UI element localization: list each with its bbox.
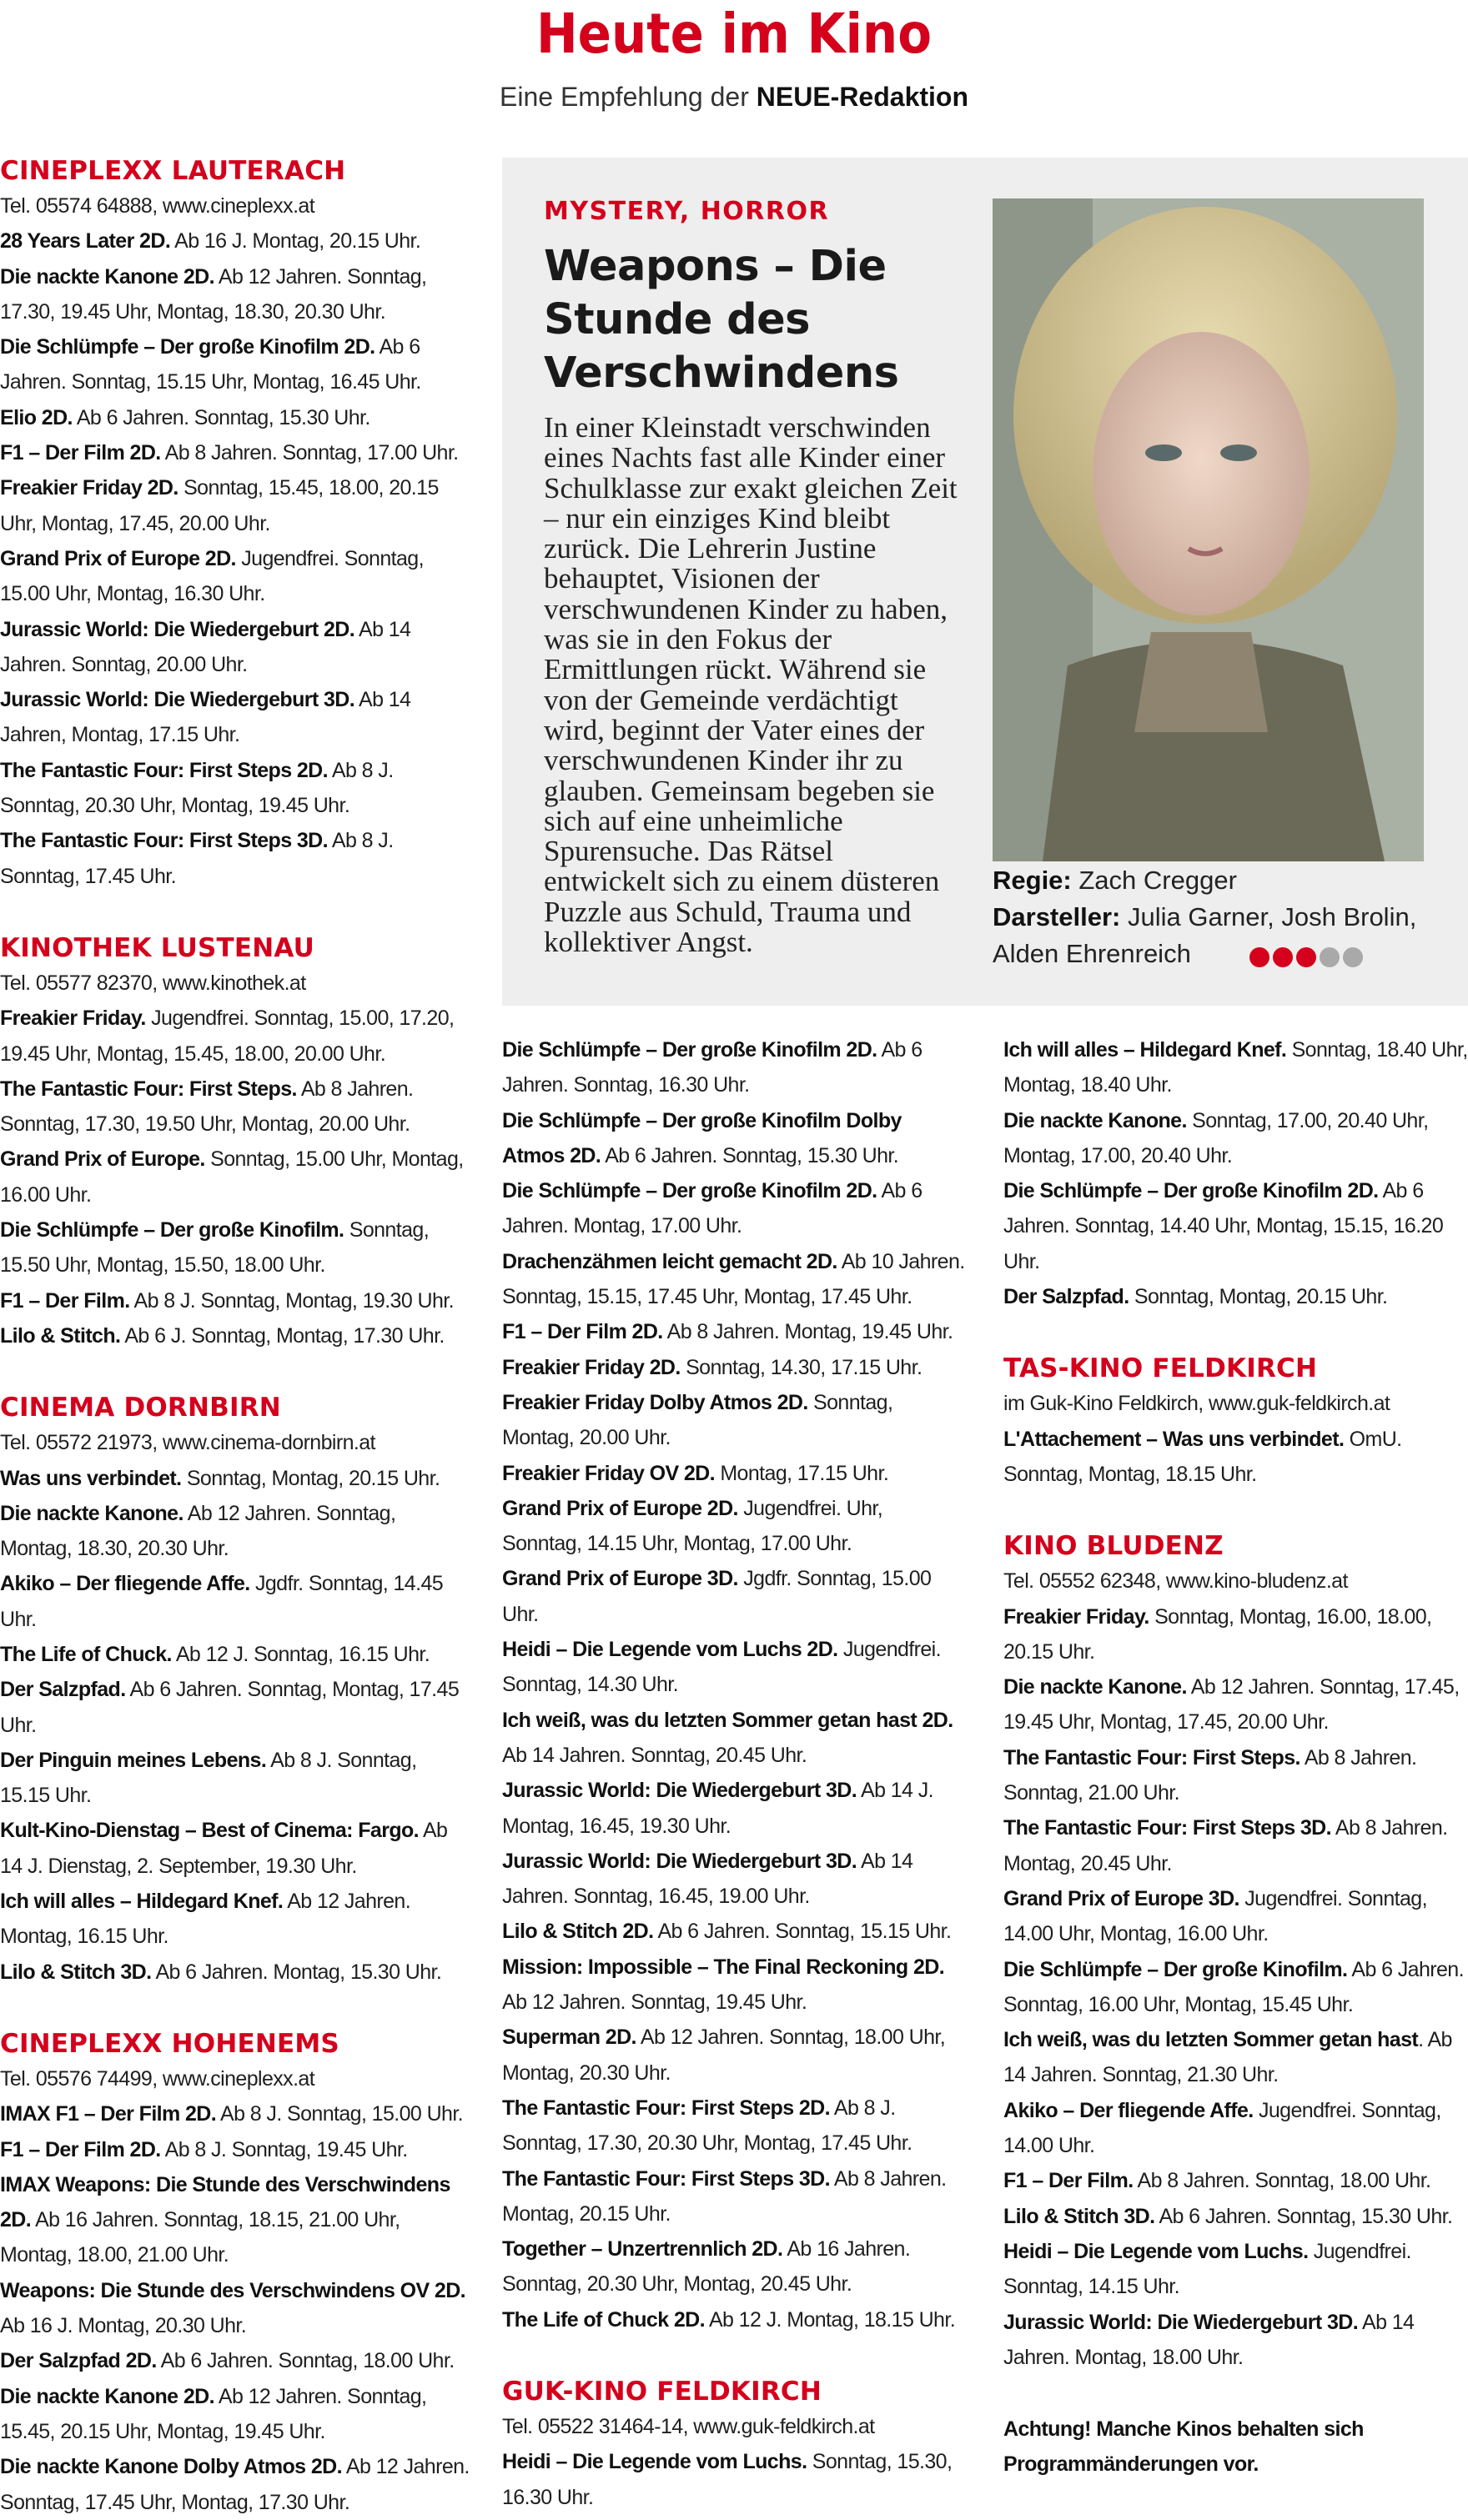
film-listing	[1003, 1599, 1468, 1670]
cinema-contact: Tel. 05576 74499, www.cineplexx.at	[0, 2066, 315, 2091]
film-details: Sonntag, 15.50 Uhr, Montag, 15.50, 18.00 Uhr.	[0, 1218, 430, 1278]
film-title: Lilo & Stitch 2D.	[502, 1920, 654, 1944]
film-listing	[0, 1884, 471, 1955]
feature-text: In einer Kleinstadt verschwinden eines Nachts fast alle Kinder einer Schulklasse zur exakt gleichen Zeit – nur ein einziges Kind bleibt zurück. Die Lehrerin Justine behauptet, Visionen der verschwundenen Kinder zu haben, was sie in den Fokus der Ermittlungen rückt. Während sie von der Gemeinde verdächtigt wird, beginnt der Vater eines der verschwundenen Kinder ihr zu glauben. Gemeinsam begeben sie sich auf eine unheimliche Spurensuche. Das Rätsel entwickelt sich zu einem düsteren Puzzle aus Schuld, Trauma und kollektiver Angst.	[544, 411, 958, 959]
film-title: F1 – Der Film.	[0, 1288, 130, 1313]
film-listing	[0, 223, 471, 259]
film-title: The Life of Chuck.	[0, 1642, 172, 1666]
film-title: Together – Unzertrennlich 2D.	[502, 2237, 783, 2261]
film-title: Die nackte Kanone.	[0, 1501, 184, 1525]
film-listing	[502, 1950, 965, 2021]
rating-dot-empty	[1320, 947, 1340, 967]
cinema-bludenz	[1003, 1529, 1468, 2375]
film-details: Ab 6 Jahren. Sonntag, Montag, 17.45 Uhr.	[0, 1678, 460, 1737]
film-details: Ab 8 J. Sonntag, 20.30 Uhr, Montag, 19.45 Uhr.	[0, 758, 394, 818]
film-title: Akiko – Der fliegende Affe.	[0, 1572, 250, 1596]
film-details: Ab 12 Jahren. Sonntag, 15.45, 20.15 Uhr, Montag, 19.45 Uhr.	[0, 2384, 427, 2443]
film-details: Jugendfrei. Sonntag, 14.00 Uhr, Montag, 16.00 Uhr.	[1003, 1886, 1427, 1946]
film-listing	[1003, 1740, 1468, 1811]
film-details: Sonntag, Montag, 20.15 Uhr.	[1129, 1285, 1388, 1309]
film-title: Freakier Friday OV 2D.	[502, 1461, 715, 1485]
film-details: Ab 8 J. Sonntag, 15.15 Uhr.	[0, 1748, 417, 1808]
cinema-contact: Tel. 05522 31464-14, www.guk-feldkirch.at	[502, 2414, 875, 2438]
film-details: Ab 8 J. Sonntag, 17.45 Uhr.	[0, 829, 394, 888]
film-title: The Fantastic Four: First Steps 3D.	[0, 829, 328, 853]
film-details: Ab 8 J. Sonntag, 15.00 Uhr.	[216, 2102, 464, 2126]
film-listing	[0, 2343, 471, 2378]
cinema-hohenems	[0, 2026, 471, 2520]
film-listing	[502, 2091, 965, 2161]
film-title: Die nackte Kanone Dolby Atmos 2D.	[0, 2455, 342, 2479]
film-listing	[0, 400, 471, 435]
film-details: Ab 6 J. Sonntag, Montag, 17.30 Uhr.	[120, 1323, 445, 1348]
film-listing	[502, 1773, 965, 1844]
film-details: Sonntag, Montag, 20.15 Uhr.	[181, 1466, 440, 1490]
film-title: Der Salzpfad 2D.	[0, 2349, 157, 2373]
cinema-name: CINEPLEXX HOHENEMS	[0, 2028, 339, 2059]
film-title: F1 – Der Film 2D.	[502, 1320, 663, 1344]
film-listing	[1003, 1810, 1468, 1881]
film-details: Ab 12 Jahren. Sonntag, 17.45 Uhr, Montag, 17.30 Uhr.	[0, 2455, 470, 2514]
film-listing	[1003, 1422, 1468, 1493]
film-details: Ab 12 Jahren. Sonntag, 19.45 Uhr.	[502, 1990, 807, 2015]
film-details: Ab 12 Jahren. Sonntag, 17.45, 19.45 Uhr, Montag, 17.45, 20.00 Uhr.	[1003, 1675, 1460, 1734]
film-details: Ab 12 Jahren. Sonntag, 17.30, 19.45 Uhr, Montag, 18.30, 20.30 Uhr.	[0, 264, 427, 324]
film-listing	[0, 1813, 471, 1884]
film-listing	[0, 2379, 471, 2450]
film-listing	[0, 753, 471, 824]
cinema-dornbirn	[0, 1390, 471, 1990]
film-listing	[502, 2161, 965, 2232]
film-listing	[0, 470, 471, 541]
cinema-contact: im Guk-Kino Feldkirch, www.guk-feldkirch.at	[1003, 1392, 1390, 1416]
film-title: Die Schlümpfe – Der große Kinofilm 2D.	[1003, 1179, 1379, 1203]
film-details: Ab 14 Jahren. Sonntag, 20.00 Uhr.	[0, 617, 411, 676]
cinema-name: KINO BLUDENZ	[1003, 1531, 1224, 1562]
film-title: Der Pinguin meines Lebens.	[0, 1748, 267, 1772]
film-details: Sonntag, 14.30, 17.15 Uhr.	[680, 1355, 923, 1379]
film-details: Ab 16 Jahren. Sonntag, 20.30 Uhr, Montag, 20.45 Uhr.	[502, 2237, 911, 2297]
film-listing	[502, 2020, 965, 2091]
film-title: Heidi – Die Legende vom Luchs 2D.	[502, 1638, 838, 1662]
film-title: Die Schlümpfe – Der große Kinofilm.	[0, 1218, 344, 1242]
film-listing	[502, 1350, 965, 1385]
film-listing	[1003, 1032, 1468, 1103]
film-title: Grand Prix of Europe.	[0, 1147, 205, 1172]
film-listing	[502, 1103, 965, 1174]
cinema-name: KINOTHEK LUSTENAU	[0, 932, 314, 963]
film-details: Ab 16 J. Montag, 20.30 Uhr.	[0, 2314, 247, 2338]
film-details: Ab 6 Jahren. Sonntag, 16.30 Uhr.	[502, 1038, 923, 1097]
film-details: Sonntag, 15.00 Uhr, Montag, 16.00 Uhr.	[0, 1147, 464, 1207]
film-listing	[0, 612, 471, 683]
film-listing	[0, 2132, 471, 2167]
rating-dot-filled	[1249, 947, 1269, 967]
rating-dot-empty	[1343, 947, 1363, 967]
film-listing	[502, 2302, 965, 2337]
cinema-name: CINEPLEXX LAUTERACH	[0, 156, 346, 186]
director-name: Zach Cregger	[1078, 866, 1237, 895]
film-details: Ab 6 Jahren. Sonntag, 15.15 Uhr, Montag, 16.45 Uhr.	[0, 335, 421, 394]
film-title: The Fantastic Four: First Steps 2D.	[502, 2096, 830, 2120]
film-title: F1 – Der Film 2D.	[0, 2137, 161, 2161]
film-details: Ab 6 Jahren. Sonntag, 14.40 Uhr, Montag, 15.15, 16.20 Uhr.	[1003, 1179, 1444, 1273]
film-details: Sonntag, 18.40 Uhr, Montag, 18.40 Uhr.	[1003, 1038, 1468, 1097]
film-listing	[1003, 2234, 1468, 2305]
film-details: Sonntag, Montag, 16.00, 18.00, 20.15 Uhr.	[1003, 1604, 1432, 1664]
film-listing	[1003, 2093, 1468, 2164]
film-title: Freakier Friday 2D.	[502, 1355, 681, 1379]
film-details: Sonntag, 15.30, 16.30 Uhr.	[502, 2450, 953, 2509]
film-listing	[1003, 1952, 1468, 2023]
film-title: Freakier Friday.	[0, 1006, 146, 1031]
cinema-contact: Tel. 05574 64888, www.cineplexx.at	[0, 194, 315, 218]
film-details: Ab 8 Jahren. Sonntag, 18.00 Uhr.	[1133, 2169, 1431, 2193]
rating-dots	[1249, 937, 1366, 974]
film-listing	[1003, 2022, 1468, 2093]
film-listing	[502, 1456, 965, 1491]
film-listing	[0, 823, 471, 894]
film-details: Ab 8 J. Sonntag, 19.45 Uhr.	[160, 2137, 408, 2161]
film-listing	[0, 1283, 471, 1318]
film-listing	[1003, 2163, 1468, 2198]
film-listing	[0, 1672, 471, 1743]
film-title: Die nackte Kanone.	[1003, 1675, 1187, 1699]
film-listing	[502, 1561, 965, 1632]
cinema-hohenems-continued	[502, 1032, 965, 2337]
film-title: Grand Prix of Europe 2D.	[0, 546, 236, 570]
film-title: Grand Prix of Europe 3D.	[502, 1567, 738, 1591]
cinema-tas	[1003, 1351, 1468, 1492]
film-details: Jugendfrei. Sonntag, 14.30 Uhr.	[502, 1638, 941, 1697]
film-details: Ab 8 Jahren. Montag, 20.15 Uhr.	[502, 2166, 947, 2226]
film-listing	[0, 1496, 471, 1567]
film-title: Der Salzpfad.	[1003, 1285, 1129, 1309]
film-details: Jgdfr. Sonntag, 14.45 Uhr.	[0, 1572, 444, 1631]
film-listing	[502, 2231, 965, 2302]
film-details: Ab 12 Jahren. Sonntag, 18.00 Uhr, Montag, 20.30 Uhr.	[502, 2026, 946, 2085]
film-title: Drachenzähmen leicht gemacht 2D.	[502, 1249, 837, 1273]
film-details: Ab 6 Jahren. Sonntag, 15.30 Uhr.	[1154, 2204, 1453, 2228]
film-title: Die nackte Kanone 2D.	[0, 2384, 214, 2408]
page-subtitle	[0, 80, 1468, 113]
film-listing	[0, 435, 471, 470]
film-details: Ab 6 Jahren. Montag, 15.30 Uhr.	[151, 1960, 442, 1984]
film-listing	[0, 682, 471, 753]
film-title: Die nackte Kanone 2D.	[0, 264, 214, 289]
film-details: Ab 8 Jahren. Sonntag, 21.00 Uhr.	[1003, 1745, 1417, 1805]
film-details: Ab 6 Jahren. Sonntag, 16.00 Uhr, Montag, 15.45 Uhr.	[1003, 1957, 1464, 2016]
film-details: Sonntag, Montag, 20.00 Uhr.	[502, 1390, 893, 1450]
film-title: The Fantastic Four: First Steps 2D.	[0, 758, 328, 782]
film-details: Montag, 17.15 Uhr.	[714, 1461, 889, 1485]
film-title: IMAX Weapons: Die Stunde des Verschwindens 2D.	[0, 2172, 450, 2232]
film-details: Ab 8 J. Sonntag, 17.30, 20.30 Uhr, Montag, 17.45 Uhr.	[502, 2096, 912, 2156]
film-title: The Fantastic Four: First Steps 3D.	[502, 2166, 830, 2191]
film-details: Jgdfr. Sonntag, 15.00 Uhr.	[502, 1567, 932, 1626]
film-title: Heidi – Die Legende vom Luchs.	[502, 2450, 807, 2474]
film-title: Die Schlümpfe – Der große Kinofilm 2D.	[0, 335, 375, 359]
film-title: Jurassic World: Die Wiedergeburt 3D.	[502, 1849, 857, 1873]
film-details: Jugendfrei. Sonntag, 15.00, 17.20, 19.45 Uhr, Montag, 15.45, 18.00, 20.00 Uhr.	[0, 1006, 455, 1066]
cinema-lustenau	[0, 931, 471, 1353]
film-title: Elio 2D.	[0, 405, 73, 429]
film-title: Grand Prix of Europe 3D.	[1003, 1886, 1239, 1910]
feature-photo	[993, 198, 1424, 861]
film-listing	[0, 2167, 471, 2273]
film-details: Ab 14 J. Dienstag, 2. September, 19.30 Uhr.	[0, 1819, 448, 1878]
cinema-contact: Tel. 05577 82370, www.kinothek.at	[0, 971, 306, 995]
film-title: Ich will alles – Hildegard Knef.	[0, 1890, 284, 1914]
film-details: Ab 12 J. Montag, 18.15 Uhr.	[704, 2307, 956, 2332]
film-listing	[0, 1001, 471, 1072]
feature-genre: MYSTERY, HORROR	[544, 197, 830, 226]
film-listing	[0, 1318, 471, 1353]
cast-names: Julia Garner, Josh Brolin, Alden Ehrenreich	[993, 902, 1417, 968]
film-listing	[0, 329, 471, 400]
cinema-lauterach	[0, 153, 471, 894]
film-title: Die nackte Kanone.	[1003, 1108, 1187, 1132]
film-details: Ab 12 J. Sonntag, 16.15 Uhr.	[171, 1642, 430, 1666]
film-title: Mission: Impossible – The Final Reckoning 2D.	[502, 1955, 945, 1979]
film-title: Ich weiß, was du letzten Sommer getan hast 2D.	[502, 1708, 953, 1732]
film-details: Ab 16 Jahren. Sonntag, 18.15, 21.00 Uhr, Montag, 18.00, 21.00 Uhr.	[0, 2208, 400, 2267]
film-listing	[1003, 1669, 1468, 1740]
film-title: Ich weiß, was du letzten Sommer getan hast	[1003, 2028, 1419, 2052]
film-details: Sonntag, 17.00, 20.40 Uhr, Montag, 17.00, 20.40 Uhr.	[1003, 1108, 1429, 1167]
listing-column-2	[502, 1032, 965, 2515]
film-listing	[0, 1743, 471, 1814]
film-details: Ab 14 Jahren. Sonntag, 16.45, 19.00 Uhr.	[502, 1849, 913, 1909]
film-title: Freakier Friday 2D.	[0, 476, 178, 500]
film-listing	[502, 1032, 965, 1103]
film-details: Ab 8 Jahren. Sonntag, 17.00 Uhr.	[160, 441, 459, 465]
subtitle-brand: NEUE-Redaktion	[756, 82, 968, 112]
cast-line	[993, 899, 1443, 974]
film-listing	[1003, 2305, 1468, 2376]
film-title: Grand Prix of Europe 2D.	[502, 1496, 738, 1520]
film-details: Ab 8 Jahren. Montag, 20.45 Uhr.	[1003, 1816, 1448, 1875]
film-title: Der Salzpfad.	[0, 1678, 126, 1702]
film-title: L'Attachement – Was uns verbindet.	[1003, 1427, 1345, 1451]
subtitle-prefix: Eine Empfehlung der	[500, 82, 757, 112]
film-details: Ab 10 Jahren. Sonntag, 15.15, 17.45 Uhr, Montag, 17.45 Uhr.	[502, 1249, 965, 1309]
film-listing	[0, 2096, 471, 2131]
film-listing	[502, 1173, 965, 1244]
film-title: Die Schlümpfe – Der große Kinofilm.	[1003, 1957, 1348, 1981]
film-details: . Ab 14 Jahren. Sonntag, 21.30 Uhr.	[1003, 2028, 1452, 2087]
cinema-name: GUK-KINO FELDKIRCH	[502, 2376, 822, 2407]
film-details: Ab 14 Jahren. Sonntag, 20.45 Uhr.	[502, 1743, 807, 1767]
listing-column-3	[1003, 1032, 1468, 2482]
film-details: Ab 8 Jahren. Sonntag, 17.30, 19.50 Uhr, Montag, 20.00 Uhr.	[0, 1077, 414, 1137]
cinema-guk	[502, 2374, 965, 2515]
film-listing	[502, 1244, 965, 1315]
page-title: Heute im Kino	[535, 2, 933, 66]
film-listing	[502, 1314, 965, 1349]
film-title: The Life of Chuck 2D.	[502, 2307, 705, 2332]
film-details: Ab 16 J. Montag, 20.15 Uhr.	[170, 229, 421, 254]
film-details: Ab 12 Jahren. Sonntag, Montag, 18.30, 20.30 Uhr.	[0, 1501, 396, 1561]
film-details: Ab 8 Jahren. Montag, 19.45 Uhr.	[662, 1320, 953, 1344]
portrait-illustration	[993, 198, 1424, 861]
film-details: Sonntag, 15.45, 18.00, 20.15 Uhr, Montag, 17.45, 20.00 Uhr.	[0, 476, 439, 535]
film-title: Lilo & Stitch.	[0, 1323, 121, 1348]
film-listing	[502, 1632, 965, 1703]
film-title: The Fantastic Four: First Steps 3D.	[1003, 1816, 1331, 1840]
film-title: The Fantastic Four: First Steps.	[0, 1077, 297, 1101]
film-details: Ab 6 Jahren. Sonntag, 15.15 Uhr.	[653, 1920, 952, 1944]
film-listing	[0, 1637, 471, 1672]
film-title: Freakier Friday.	[1003, 1604, 1149, 1629]
film-listing	[1003, 2199, 1468, 2234]
film-title: Was uns verbindet.	[0, 1466, 182, 1490]
film-details: Ab 6 Jahren. Sonntag, 15.30 Uhr.	[601, 1143, 899, 1167]
film-listing	[1003, 1279, 1468, 1314]
film-details: Ab 14 Jahren. Montag, 18.00 Uhr.	[1003, 2310, 1415, 2369]
film-details: Ab 14 Jahren, Montag, 17.15 Uhr.	[0, 688, 411, 747]
film-title: Jurassic World: Die Wiedergeburt 3D.	[0, 688, 355, 712]
film-listing	[502, 1914, 965, 1949]
film-listing	[0, 1566, 471, 1637]
film-title: Jurassic World: Die Wiedergeburt 3D.	[1003, 2310, 1359, 2334]
film-listing	[502, 1385, 965, 1456]
film-details: Jugendfrei. Sonntag, 14.15 Uhr.	[1003, 2239, 1411, 2299]
rating-dot-filled	[1273, 947, 1293, 967]
film-title: Weapons: Die Stunde des Verschwindens OV 2D.	[0, 2278, 466, 2302]
film-details: Ab 14 J. Montag, 16.45, 19.30 Uhr.	[502, 1779, 933, 1838]
cinema-contact: Tel. 05552 62348, www.kino-bludenz.at	[1003, 1569, 1348, 1594]
cinema-contact: Tel. 05572 21973, www.cinema-dornbirn.at	[0, 1431, 375, 1455]
cinema-name: CINEMA DORNBIRN	[0, 1393, 281, 1423]
cinema-guk-continued	[1003, 1032, 1468, 1314]
film-title: Superman 2D.	[502, 2026, 636, 2050]
film-title: Jurassic World: Die Wiedergeburt 2D.	[0, 617, 355, 641]
film-details: Ab 6 Jahren. Sonntag, 18.00 Uhr.	[156, 2349, 455, 2373]
film-title: Ich will alles – Hildegard Knef.	[1003, 1038, 1287, 1062]
film-listing	[0, 2273, 471, 2344]
rating-dot-filled	[1296, 947, 1316, 967]
film-title: Lilo & Stitch 3D.	[0, 1960, 152, 1984]
film-title: Kult-Kino-Dienstag – Best of Cinema: Fargo.	[0, 1819, 420, 1843]
cinema-name: TAS-KINO FELDKIRCH	[1003, 1353, 1318, 1384]
film-listing	[502, 2444, 965, 2515]
film-listing	[502, 1703, 965, 1774]
footer-note: Achtung! Manche Kinos behalten sich Programmänderungen vor.	[1003, 2417, 1364, 2477]
feature-title: Weapons – Die Stunde des Verschwindens	[544, 242, 899, 398]
film-details: Ab 6 Jahren. Montag, 17.00 Uhr.	[502, 1179, 923, 1238]
film-title: Freakier Friday Dolby Atmos 2D.	[502, 1390, 808, 1414]
film-listing	[502, 1844, 965, 1915]
film-title: 28 Years Later 2D.	[0, 229, 171, 254]
listing-column-1	[0, 153, 471, 2520]
film-listing	[1003, 1881, 1468, 1952]
film-listing	[0, 2449, 471, 2520]
film-title: Die Schlümpfe – Der große Kinofilm Dolby Atmos 2D.	[502, 1108, 902, 1167]
film-title: The Fantastic Four: First Steps.	[1003, 1745, 1300, 1770]
film-listing	[0, 1212, 471, 1283]
film-title: F1 – Der Film.	[1003, 2169, 1134, 2193]
film-listing	[0, 1955, 471, 1990]
film-listing	[502, 1491, 965, 1562]
cast-label: Darsteller:	[993, 902, 1121, 931]
film-title: IMAX F1 – Der Film 2D.	[0, 2102, 217, 2126]
film-details: Ab 8 J. Sonntag, Montag, 19.30 Uhr.	[129, 1288, 454, 1313]
film-title: F1 – Der Film 2D.	[0, 441, 161, 465]
film-title: Die Schlümpfe – Der große Kinofilm 2D.	[502, 1179, 877, 1203]
film-listing	[1003, 1173, 1468, 1279]
film-details: Jugendfrei. Sonntag, 14.00 Uhr.	[1003, 2098, 1441, 2158]
film-title: Lilo & Stitch 3D.	[1003, 2204, 1155, 2228]
director-label: Regie:	[993, 866, 1072, 895]
film-title: Akiko – Der fliegende Affe.	[1003, 2098, 1254, 2122]
film-details: Jugendfrei. Uhr, Sonntag, 14.15 Uhr, Montag, 17.00 Uhr.	[502, 1496, 883, 1556]
film-listing	[0, 1142, 471, 1212]
film-listing	[0, 1461, 471, 1496]
film-details: OmU. Sonntag, Montag, 18.15 Uhr.	[1003, 1427, 1402, 1486]
director-line	[993, 862, 1443, 899]
film-listing	[0, 541, 471, 612]
feature-credits	[993, 862, 1443, 974]
film-listing	[0, 1072, 471, 1142]
film-listing	[1003, 1103, 1468, 1174]
film-title: Die Schlümpfe – Der große Kinofilm 2D.	[502, 1038, 877, 1062]
film-details: Ab 6 Jahren. Sonntag, 15.30 Uhr.	[72, 405, 370, 429]
film-title: Heidi – Die Legende vom Luchs.	[1003, 2239, 1309, 2263]
film-details: Jugendfrei. Sonntag, 15.00 Uhr, Montag, 16.30 Uhr.	[0, 546, 424, 606]
film-details: Ab 12 Jahren. Montag, 16.15 Uhr.	[0, 1890, 411, 1949]
film-listing	[0, 259, 471, 330]
film-title: Jurassic World: Die Wiedergeburt 3D.	[502, 1779, 857, 1803]
